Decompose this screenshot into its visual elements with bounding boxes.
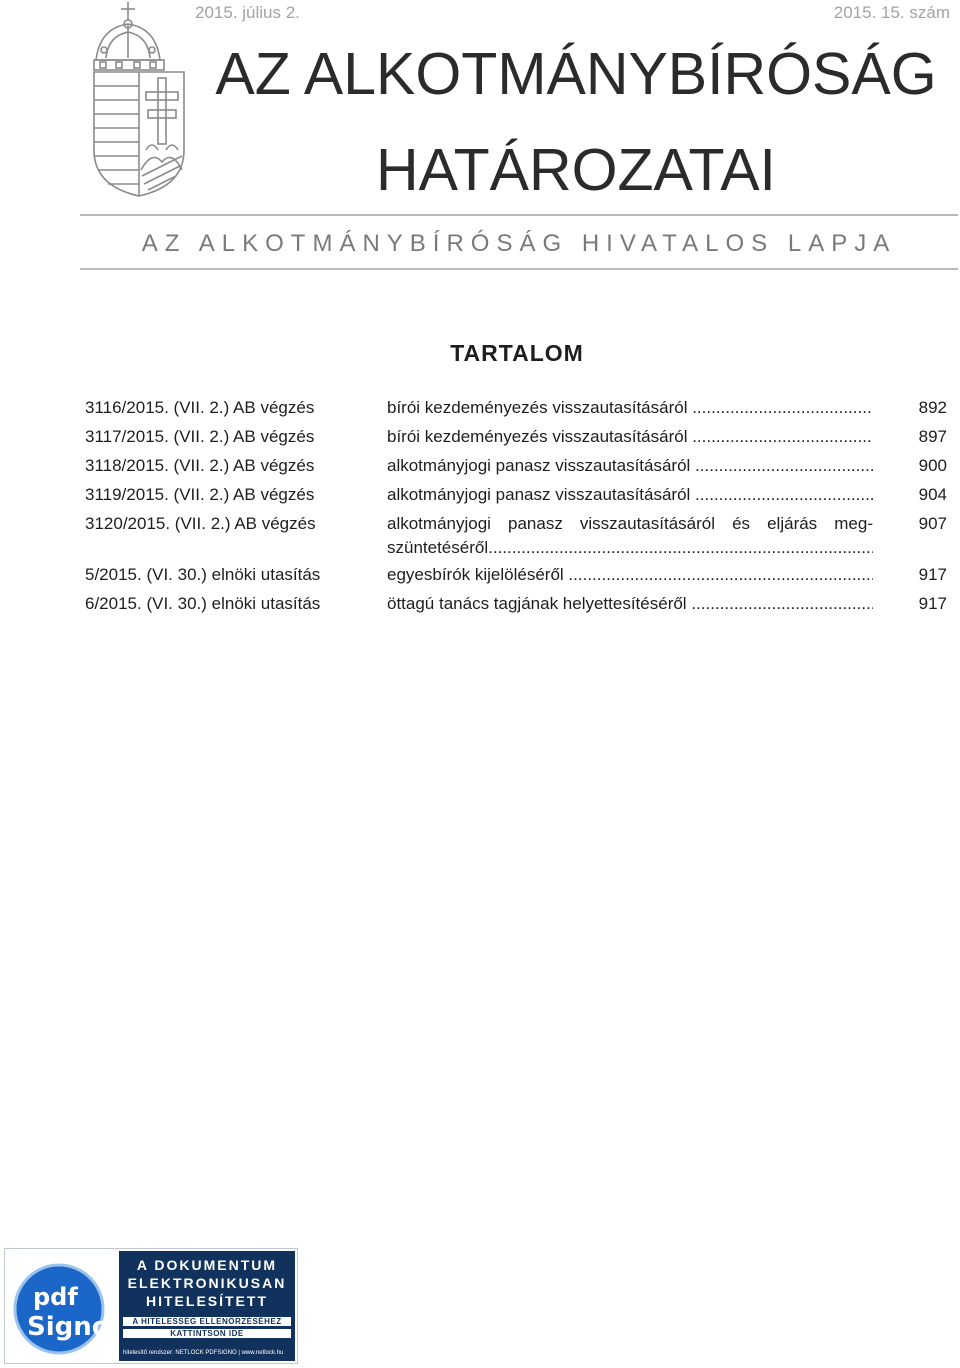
badge-line-2: ELEKTRONIKUSAN: [127, 1275, 287, 1291]
toc-entry-page: 907: [918, 514, 947, 533]
badge-action-line-2[interactable]: KATTINTSON IDE: [123, 1329, 291, 1338]
svg-text:pdf: pdf: [33, 1283, 78, 1311]
toc-entry-page: 897: [918, 427, 947, 446]
toc-entry-desc: bírói kezdeményezés visszautasításáról .....: [387, 396, 873, 420]
toc-entry-desc-line-2: szüntetéséről .....: [387, 536, 873, 560]
masthead-bottom-rule: [80, 268, 958, 270]
toc-entry-ref: 6/2015. (VI. 30.) elnöki utasítás: [85, 594, 321, 613]
masthead-title-line-2: HATÁROZATAI: [376, 137, 776, 203]
toc-entry-desc: öttagú tanács tagjának helyettesítéséről .....: [387, 592, 873, 616]
toc-entry-desc: egyesbírók kijelöléséről .....: [387, 563, 873, 587]
masthead-top-rule: [80, 214, 958, 216]
e-signature-badge[interactable]: [4, 1248, 298, 1364]
toc-heading: TARTALOM: [450, 340, 584, 366]
masthead-title-line-1: AZ ALKOTMÁNYBÍRÓSÁG: [215, 41, 937, 107]
badge-line-1: A DOKUMENTUM: [136, 1257, 278, 1273]
svg-text:Signo: Signo: [27, 1312, 110, 1342]
toc-entry-desc: alkotmányjogi panasz visszautasításáról .....: [387, 454, 873, 478]
pdfsigno-logo-icon: [9, 1257, 113, 1359]
toc-entry-ref: 5/2015. (VI. 30.) elnöki utasítás: [85, 565, 321, 584]
issue-number: 2015. 15. szám: [833, 3, 950, 22]
toc-entry-desc-line-1: alkotmányjogi panasz visszautasításáról és eljárás meg-: [387, 514, 873, 533]
badge-action-line-1[interactable]: A HITELESSÉG ELLENŐRZÉSÉHEZ: [123, 1317, 291, 1326]
toc-entry-ref: 3120/2015. (VII. 2.) AB végzés: [85, 514, 316, 533]
badge-panel: [119, 1251, 295, 1361]
toc-entry-page: 917: [918, 565, 947, 584]
toc-entry-page: 900: [918, 456, 947, 475]
toc-entry-page: 904: [918, 485, 947, 504]
issue-date: 2015. július 2.: [195, 3, 300, 22]
hungarian-coat-of-arms-icon: [86, 0, 190, 200]
toc-entry-ref: 3118/2015. (VII. 2.) AB végzés: [85, 456, 315, 475]
toc-entry-page: 917: [918, 594, 947, 613]
badge-footer: hitelesítő rendszer: NETLOCK PDFSIGNO | www.netlock.hu: [123, 1350, 284, 1356]
toc-entry-ref: 3119/2015. (VII. 2.) AB végzés: [85, 485, 315, 504]
toc-entry-desc: alkotmányjogi panasz visszautasításáról .....: [387, 483, 873, 507]
toc-entry-ref: 3117/2015. (VII. 2.) AB végzés: [85, 427, 315, 446]
masthead-subtitle: AZ ALKOTMÁNYBÍRÓSÁG HIVATALOS LAPJA: [141, 230, 897, 257]
toc-entry-page: 892: [918, 398, 947, 417]
toc-entry-ref: 3116/2015. (VII. 2.) AB végzés: [85, 398, 315, 417]
toc-entry-desc: [387, 512, 873, 560]
toc-entry-desc: bírói kezdeményezés visszautasításáról .....: [387, 425, 873, 449]
badge-line-3: HITELESÍTETT: [146, 1293, 268, 1309]
